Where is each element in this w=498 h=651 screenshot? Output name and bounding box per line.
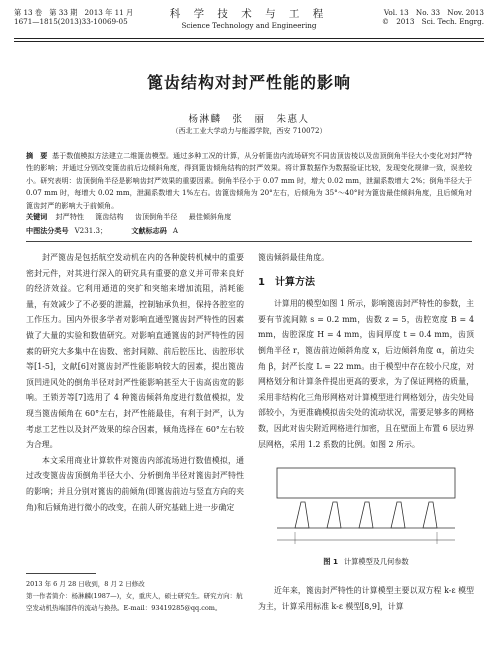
doc-code-label: 文献标志码: [131, 226, 167, 235]
received-date: 2013 年 6 月 28 日收到，8 月 2 日修改: [26, 580, 145, 588]
header-rule: [14, 38, 484, 39]
authors: 杨淋麟 张 丽 朱惠人: [188, 114, 310, 125]
author-bio: 第一作者简介：杨淋麟(1987—)，女，重庆人，硕士研究生。研究方向：航空发动机热端部件的流动与换热。E-mail：93419285@qq.com。: [26, 592, 243, 612]
keywords-label: 关键词: [26, 212, 48, 221]
keywords: [26, 212, 472, 222]
figure-labyrinth-seal-model: [275, 466, 457, 546]
abstract: [26, 150, 472, 212]
left-column: [26, 250, 244, 515]
clc-value: V231.3；: [74, 226, 108, 235]
keyword: 篦齿结构: [95, 212, 124, 221]
figure-label: 图 1: [323, 557, 338, 566]
keyword: 最佳倾斜角度: [188, 212, 232, 221]
volume-info: 第 13 卷 第 33 期 2013 年 11 月: [14, 8, 134, 17]
keyword: 封严特性: [55, 212, 84, 221]
abstract-text: 基于数值模拟方法建立二维篦齿模型。通过多种工况的计算，从分析篦齿内流场研究不同齿顶齿棱以及齿顶倒角半径大小变化对封严特性的影响；并通过分别改变篦齿前后边倾斜角度，得到篦齿倾角结构的封严效果。将计算数据作为数据验证比较，发现变化规律一致，误差较小。研究表明：齿顶倒角半径是影响齿封严效果的重要因素。倒角半径小于 0.07 mm 时，增大 0.02 mm，泄漏系数增大 2%；倒角半径大于 0.07 mm 时，每增大 0.02 mm，泄漏系数增大 1%左右。齿篦齿倾角为 20°左右，后倾角为 35°～40°时为篦齿最佳倾斜角度，且后倾角对篦齿封严的影响大于前倾角。: [26, 151, 473, 210]
keyword: 齿顶倒角半径: [134, 212, 178, 221]
journal-name-en: Science Technology and Engineering: [181, 21, 317, 30]
method-paragraph: 计算用的模型如图 1 所示，影响篦齿封严特性的参数，主要有节流间隙 s = 0.2 mm，齿数 z = 5，齿腔宽度 B = 4 mm，齿腔深度 H = 4 mm，齿间厚度 t = 0.4 mm，齿顶倒角半径 r，篦齿前边倾斜角度 x，后边倾斜角度 α，前边尖角 β，封严长度 L = 22 mm。由于模型中存在较小尺度，对网格划分和计算条件提出更高的要求，为了保证网格的质量，采用非结构化三角形网格对计算模型进行网格划分，齿尖处局部较小，为更准确模拟齿尖处的流动状况，需要足够多的网格数，因此对齿尖附近网格进行加密，且在壁面上布置 6 层边界层网格，采用 1.2 系数的比例。如图 2 所示。: [258, 299, 474, 449]
seal-teeth: [295, 502, 437, 528]
clc-label: 中图法分类号: [26, 226, 69, 235]
header-rule-thin: [14, 41, 484, 42]
journal-name-cn: 科 学 技 术 与 工 程: [169, 8, 329, 20]
intro-paragraph: 封严篦齿是包括航空发动机在内的各种旋转机械中的重要密封元件，对其进行深入的研究具有重要的意义并可带来良好的经济效益。它利用通道的突扩和突缩来增加流阻，消耗能量，有效减少了不必要的泄漏，控制轴承负担，保持各腔室的工作压力。国内外很多学者对影响直通型篦齿封严特性的因素做了大量的实验和数值研究。对影响直通篦齿的封严特性的因素的研究大多集中在齿数、密封间隙、前后腔压比、齿腔形状等[1-5]，文献[6]对篦齿封严性能影响较大的因素，提出篦齿顶凹进风处的倒角半径对封严性能影响甚至大于齿高齿宽的影响。王锁芳等[7]选用了 4 种篦齿倾斜角度进行数值模拟，发现当篦齿倾角在 60°左右，封严性能最佳，有利于封严，认为考虑工艺性以及封严效果的综合因素，倾角选择在 60°左右较为合理。: [26, 253, 244, 450]
right-column: [258, 250, 474, 452]
copyright: © 2013 Sci. Tech. Engrg.: [381, 17, 484, 26]
right-column-tail: [258, 583, 474, 614]
affiliation: （西北工业大学动力与能源学院，西安 710072）: [171, 127, 327, 135]
intro-paragraph: 本文采用商业计算软件对篦齿内部流场进行数值模拟，通过改变篦齿齿顶倒角半径大小、分析倒角半径对篦齿封严特性的影响；并且分别对篦齿的前倾角(即篦齿前边与竖直方向的夹角)和后倾角进行微小的改变，在前人研究基础上进一步确定: [26, 455, 244, 512]
doc-code-value: A: [172, 226, 178, 235]
classification: [26, 226, 472, 236]
header-right: [382, 8, 484, 26]
model-paragraph: 近年来，篦齿封严特性的计算模型主要以双方程 k-ε 模型为主，计算采用标准 k-ε 模型[8,9]，计算: [258, 586, 474, 611]
journal-header: [14, 8, 484, 38]
issn-info: 1671—1815(2013)33-10069-05: [14, 17, 128, 26]
section-heading: 1 计算方法: [258, 276, 315, 288]
abstract-rule: [26, 241, 472, 242]
abstract-label: 摘 要: [26, 151, 48, 160]
figure-caption: [258, 557, 474, 567]
paper-title: 篦齿结构对封严性能的影响: [146, 73, 351, 92]
footnote-rule: [26, 573, 96, 574]
volume-info-en: Vol. 13 No. 33 Nov. 2013: [383, 8, 484, 17]
footnote: [26, 578, 244, 614]
rotor-wall: [277, 468, 455, 498]
paragraph-continuation: 篦齿倾斜最佳角度。: [258, 253, 330, 262]
figure-caption-text: 计算模型及几何参数: [344, 557, 409, 566]
